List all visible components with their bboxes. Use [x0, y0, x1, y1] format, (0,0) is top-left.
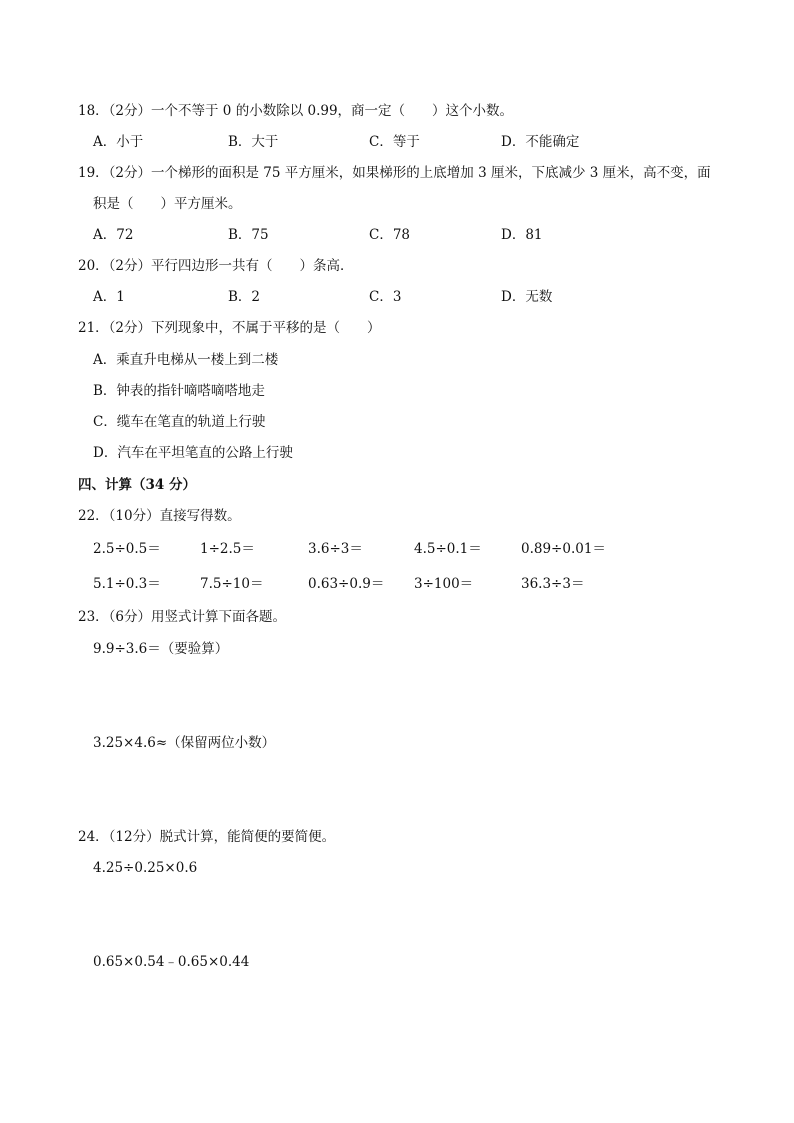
q22-calc-5: 0.89÷0.01＝ — [521, 541, 606, 557]
question-19-option-b: B．75 — [228, 227, 269, 243]
q22-calc-3: 3.6÷3＝ — [308, 541, 363, 557]
question-19-stem-line2: 积是（ ）平方厘米。 — [93, 196, 242, 212]
question-18-option-a: A．小于 — [93, 134, 144, 150]
question-18-stem: 18．（2分）一个不等于 0 的小数除以 0.99，商一定（ ）这个小数。 — [78, 103, 514, 119]
q22-calc-4: 4.5÷0.1＝ — [414, 541, 482, 557]
question-23-item-2: 3.25×4.6≈（保留两位小数） — [93, 735, 276, 751]
question-20-option-b: B．2 — [228, 289, 261, 305]
q22-calc-8: 0.63÷0.9＝ — [308, 576, 385, 592]
q22-calc-1: 2.5÷0.5＝ — [93, 541, 161, 557]
q22-calc-10: 36.3÷3＝ — [521, 576, 585, 592]
question-19-option-d: D．81 — [501, 227, 543, 243]
question-24-stem: 24．（12分）脱式计算，能简便的要简便。 — [78, 829, 336, 845]
question-24-item-1: 4.25÷0.25×0.6 — [93, 860, 198, 876]
question-19-option-c: C．78 — [369, 227, 411, 243]
question-19-stem-line1: 19．（2分）一个梯形的面积是 75 平方厘米，如果梯形的上底增加 3 厘米，下底减少 3 厘米，高不变，面 — [78, 165, 711, 181]
question-21-stem: 21．（2分）下列现象中，不属于平移的是（ ） — [78, 320, 381, 336]
question-20-option-d: D．无数 — [501, 289, 553, 305]
question-18-option-d: D．不能确定 — [501, 134, 580, 150]
q22-calc-6: 5.1÷0.3＝ — [93, 576, 161, 592]
q22-calc-2: 1÷2.5＝ — [200, 541, 255, 557]
question-20-option-a: A．1 — [93, 289, 125, 305]
question-23-stem: 23．（6分）用竖式计算下面各题。 — [78, 609, 287, 625]
question-22-stem: 22．（10分）直接写得数。 — [78, 508, 241, 524]
question-18-option-b: B．大于 — [228, 134, 279, 150]
question-19-option-a: A．72 — [93, 227, 134, 243]
question-20-option-c: C．3 — [369, 289, 402, 305]
question-18-option-c: C．等于 — [369, 134, 420, 150]
question-21-option-b: B．钟表的指针嘀嗒嘀嗒地走 — [93, 383, 265, 399]
question-20-stem: 20．（2分）平行四边形一共有（ ）条高． — [78, 258, 354, 274]
q22-calc-7: 7.5÷10＝ — [200, 576, 264, 592]
question-21-option-d: D．汽车在平坦笔直的公路上行驶 — [93, 445, 293, 461]
question-21-option-a: A．乘直升电梯从一楼上到二楼 — [93, 352, 279, 368]
question-24-item-2: 0.65×0.54﹣0.65×0.44 — [93, 954, 250, 970]
question-21-option-c: C．缆车在笔直的轨道上行驶 — [93, 414, 266, 430]
q22-calc-9: 3÷100＝ — [414, 576, 474, 592]
section-4-heading: 四、计算（34 分） — [78, 477, 196, 493]
question-23-item-1: 9.9÷3.6＝（要验算） — [93, 641, 229, 657]
